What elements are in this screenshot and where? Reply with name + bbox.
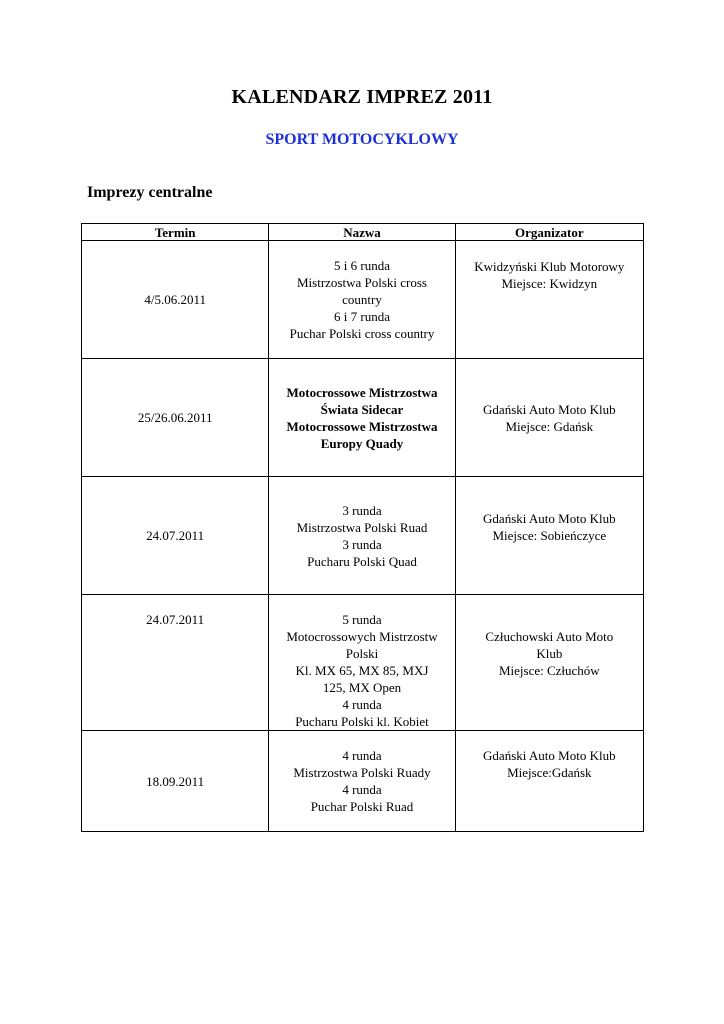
nazwa-line: Mistrzostwa Polski cross [296, 275, 427, 290]
organizator-line: Miejsce: Człuchów [498, 663, 600, 678]
organizator-line: Gdański Auto Moto Klub [483, 748, 616, 763]
termin-cell: 24.07.2011 [82, 595, 269, 731]
nazwa-line: Mistrzostwa Polski Ruad [296, 519, 428, 535]
organizator-line: Gdański Auto Moto Klub [483, 401, 616, 417]
nazwa-line: 4 runda [342, 748, 382, 763]
nazwa-cell [269, 731, 455, 832]
header-nazwa: Nazwa [269, 224, 455, 241]
nazwa-cell [269, 359, 455, 477]
table-row [82, 241, 644, 359]
termin-cell: 18.09.2011 [82, 731, 269, 832]
nazwa-line: Pucharu Polski Quad [307, 553, 417, 569]
organizator-cell [455, 477, 643, 595]
nazwa-line: 4 runda [342, 782, 382, 797]
organizator-line: Klub [536, 646, 563, 661]
nazwa-line: 3 runda [342, 536, 382, 552]
events-table [81, 223, 644, 832]
termin-cell: 24.07.2011 [82, 477, 269, 595]
organizator-cell [455, 241, 643, 359]
termin-cell: 25/26.06.2011 [82, 359, 269, 477]
organizator-line: Miejsce: Gdańsk [505, 418, 594, 434]
table-header-row [82, 224, 644, 241]
nazwa-line: 6 i 7 runda [334, 309, 390, 324]
nazwa-line: 4 runda [342, 697, 382, 712]
header-termin: Termin [82, 224, 269, 241]
page-title: KALENDARZ IMPREZ 2011 [231, 86, 493, 108]
organizator-cell [455, 359, 643, 477]
nazwa-line: Mistrzostwa Polski Ruady [293, 765, 431, 780]
nazwa-line: 3 runda [342, 502, 382, 518]
organizator-line: Miejsce: Kwidzyn [501, 276, 598, 291]
organizator-line: Miejsce: Sobieńczyce [492, 528, 607, 543]
table-row [82, 595, 644, 731]
nazwa-line: Pucharu Polski kl. Kobiet [295, 714, 429, 729]
nazwa-line: Motocrossowe Mistrzostwa [286, 384, 438, 400]
termin-cell: 4/5.06.2011 [82, 241, 269, 359]
nazwa-line: Polski [345, 646, 379, 661]
nazwa-line: 5 i 6 runda [334, 258, 390, 273]
table-row [82, 477, 644, 595]
nazwa-line: Kl. MX 65, MX 85, MXJ [295, 663, 429, 678]
nazwa-line: Motocrossowych Mistrzostw [286, 629, 438, 644]
page-subtitle: SPORT MOTOCYKLOWY [265, 131, 459, 148]
nazwa-cell [269, 477, 455, 595]
organizator-line: Gdański Auto Moto Klub [483, 511, 616, 526]
header-organizator: Organizator [455, 224, 643, 241]
organizator-line: Miejsce:Gdańsk [507, 765, 592, 780]
table-row [82, 359, 644, 477]
nazwa-line: Puchar Polski Ruad [310, 799, 414, 814]
nazwa-cell [269, 595, 455, 731]
nazwa-line: Świata Sidecar [320, 401, 404, 417]
nazwa-line: Europy Quady [320, 435, 404, 451]
nazwa-line: Motocrossowe Mistrzostwa [286, 418, 438, 434]
nazwa-line: 5 runda [342, 612, 382, 627]
nazwa-line: 125, MX Open [322, 680, 402, 695]
organizator-line: Kwidzyński Klub Motorowy [474, 259, 625, 274]
nazwa-line: country [342, 292, 382, 307]
table-row [82, 731, 644, 832]
organizator-cell [455, 595, 643, 731]
section-heading: Imprezy centralne [87, 184, 213, 201]
organizator-line: Człuchowski Auto Moto [485, 629, 614, 644]
nazwa-cell [269, 241, 455, 359]
nazwa-line: Puchar Polski cross country [289, 326, 435, 341]
organizator-cell [455, 731, 643, 832]
